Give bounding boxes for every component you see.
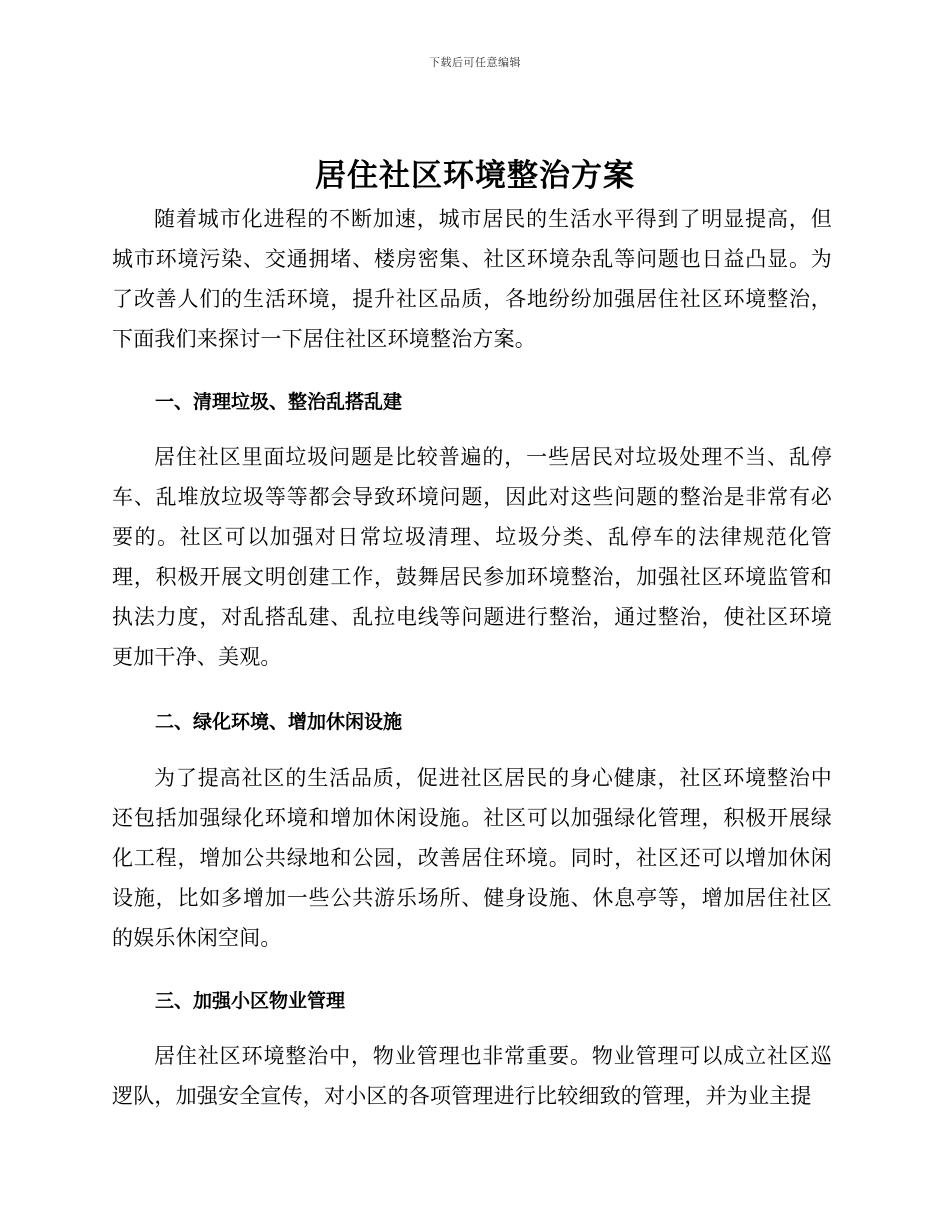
paragraph-text: 居住社区里面垃圾问题是比较普遍的，一些居民对垃圾处理不当、乱停车、乱堆放垃圾等等都会导致环境问题，因此对这些问题的整治是非常有必要的。社区可以加强对日常垃圾清理、垃圾分类、乱停车的法律规范化管理，积极开展文明创建工作，鼓舞居民参加环境整治，加强社区环境监管和执法力度，对乱搭乱建、乱拉电线等问题进行整治，通过整治，使社区环境更加干净、美观。 bbox=[112, 445, 832, 669]
paragraph-text: 居住社区环境整治中，物业管理也非常重要。物业管理可以成立社区巡逻队，加强安全宣传，对小区的各项管理进行比较细致的管理，并为业主提 bbox=[112, 1044, 832, 1108]
section-heading-text: 二、绿化环境、增加休闲设施 bbox=[155, 711, 403, 733]
intro-paragraph bbox=[112, 199, 832, 359]
document-title: 居住社区环境整治方案 bbox=[315, 158, 635, 194]
section-paragraph-3 bbox=[112, 1036, 832, 1116]
section-paragraph-1 bbox=[112, 437, 832, 677]
header-note: 下载后可任意编辑 bbox=[429, 56, 521, 69]
section-heading-3 bbox=[112, 981, 832, 1021]
section-heading-text: 三、加强小区物业管理 bbox=[155, 990, 346, 1012]
paragraph-text: 随着城市化进程的不断加速，城市居民的生活水平得到了明显提高，但城市环境污染、交通拥堵、楼房密集、社区环境杂乱等问题也日益凸显。为了改善人们的生活环境，提升社区品质，各地纷纷加强居住社区环境整治，下面我们来探讨一下居住社区环境整治方案。 bbox=[112, 207, 832, 351]
section-heading-2 bbox=[112, 702, 832, 742]
paragraph-text: 为了提高社区的生活品质，促进社区居民的身心健康，社区环境整治中还包括加强绿化环境和增加休闲设施。社区可以加强绿化管理，积极开展绿化工程，增加公共绿地和公园，改善居住环境。同时，社区还可以增加休闲设施，比如多增加一些公共游乐场所、健身设施、休息亭等，增加居住社区的娱乐休闲空间。 bbox=[112, 766, 832, 950]
section-heading-text: 一、清理垃圾、整治乱搭乱建 bbox=[155, 391, 403, 413]
section-heading-1 bbox=[112, 382, 832, 422]
section-paragraph-2 bbox=[112, 758, 832, 958]
